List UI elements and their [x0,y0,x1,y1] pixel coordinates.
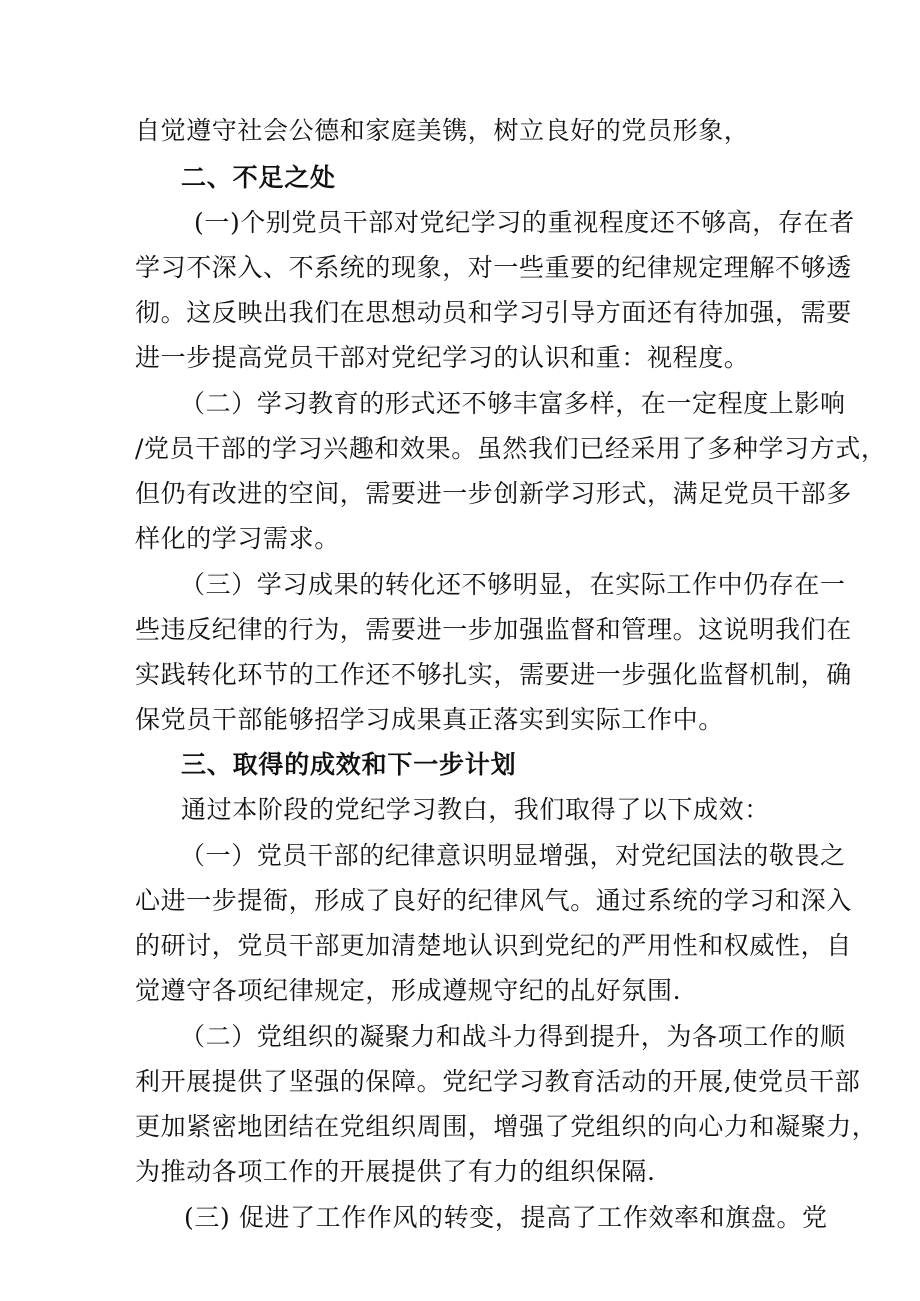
paragraph-line: 保党员干部能够招学习成果真正落实到实际工作中。 [135,705,724,734]
paragraph-line: （二）党组织的凝聚力和战斗力得到提升，为各项工作的顺 [180,1022,846,1051]
paragraph-line: （二）学习教育的形式还不够丰富多样，在一定程度上影响 [180,389,846,418]
paragraph-line: 为推动各项工作的开展提供了有力的组织保隔. [135,1157,656,1186]
paragraph-line: 样化的学习需求。 [135,524,340,553]
paragraph-line: 利开展提供了坚强的保障。党纪学习教育活动的开展,使党员干部 [135,1067,861,1096]
paragraph-line: 心进一步提衙，形成了良好的纪律风气。通过系统的学习和深入 [135,886,852,915]
paragraph-line: 彻。这反映出我们在思想动员和学习引导方面还有待加强，需要 [135,298,852,327]
paragraph-line: 些违反纪律的行为，需要进一步加强监督和管理。这说明我们在 [135,615,852,644]
paragraph-line: 更加紧密地团结在党组织周围，增强了党组织的向心力和凝聚力， [135,1112,878,1141]
paragraph-line: 通过本阶段的党纪学习教白，我们取得了以下成效： [181,795,770,824]
paragraph-line: 实践转化环节的工作还不够扎实，需要进一步强化监督机制，确 [135,660,852,689]
paragraph-line: （三）学习成果的转化还不够明显，在实际工作中仍存在一 [180,570,846,599]
paragraph-line: 进一步提高党员干部对党纪学习的认识和重：视程度。 [135,343,750,372]
paragraph-line: (一)个别党员干部对党纪学习的重视程度还不够高，存在者 [194,208,855,237]
paragraph-line: (三) 促进了工作作风的转变，提高了工作效率和旗盘。党 [184,1203,828,1232]
paragraph-line: （一）党员干部的纪律意识明显增强，对党纪国法的敬畏之 [180,841,846,870]
paragraph-line: 的研讨，党员干部更加清楚地认识到党纪的严用性和权威性，自 [135,931,852,960]
paragraph-line: 自觉遵守社会公德和家庭美镌，树立良好的党员形象， [135,116,750,145]
paragraph-line: 觉遵守各项纪律规定，形成遵规守纪的乩好氛围. [135,976,682,1005]
section-heading: 二、不足之处 [181,163,336,192]
section-heading: 三、取得的成效和下一步计划 [181,750,517,779]
paragraph-line: 学习不深入、不系统的现象，对一些重要的纪律规定理解不够透 [135,253,852,282]
paragraph-line: 但仍有改进的空间，需要进一步创新学习形式，满足党员干部多 [135,479,852,508]
paragraph-line: /党员干部的学习兴趣和效果。虽然我们已经采用了多种学习方式， [135,434,887,463]
